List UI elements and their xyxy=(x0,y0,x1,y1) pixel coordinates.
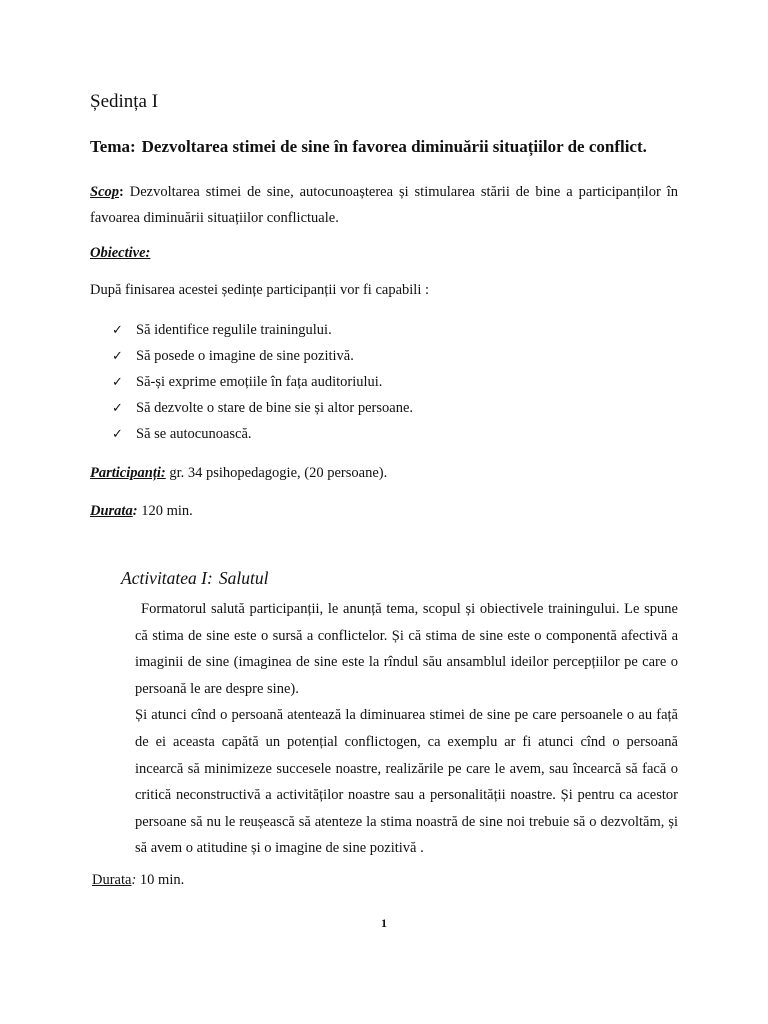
activity-duration-line xyxy=(92,872,184,889)
participants-text: gr. 34 psihopedagogie, (20 persoane). xyxy=(165,465,388,481)
activity-description xyxy=(135,596,678,862)
checkmark-icon: ✓ xyxy=(112,349,123,364)
activity-heading xyxy=(121,568,268,589)
objectives-intro: După finisarea acestei ședințe participanții vor fi capabili : xyxy=(90,282,430,298)
objectives-label: Obiective: xyxy=(90,245,151,261)
objective-item xyxy=(112,346,413,372)
duration-line xyxy=(90,503,193,520)
theme-heading xyxy=(90,137,647,157)
scope-paragraph xyxy=(90,179,678,231)
activity-paragraph: Formatorul salută participanții, le anunță tema, scopul și obiectivele trainingului. Le spune că stima de sine este o sursă a conflictelor. Și că stima de sine este o componentă afectivă a imaginii de sine (imaginea de sine este la rîndul său ansamblul ideilor percepțiilor pe care o persoană le are despre sine). xyxy=(135,601,678,697)
activity-title: Activitatea I: xyxy=(121,568,213,588)
objective-text: Să se autocunoască. xyxy=(136,426,252,442)
objective-text: Să posede o imagine de sine pozitivă. xyxy=(136,348,354,364)
activity-duration-colon: : xyxy=(131,872,137,888)
page-number: 1 xyxy=(381,916,387,930)
scope-colon: : xyxy=(119,184,124,200)
objective-item xyxy=(112,398,413,424)
checkmark-icon: ✓ xyxy=(112,323,123,338)
objective-text: Să dezvolte o stare de bine sie și altor persoane. xyxy=(136,400,414,416)
scope-text: Dezvoltarea stimei de sine, autocunoașterea și stimularea stării de bine a participanților în favoarea diminuării situațiilor conflictuale. xyxy=(90,184,678,226)
participants-line xyxy=(90,465,387,482)
objective-text: Să-și exprime emoțiile în fața auditoriului. xyxy=(136,374,383,390)
checkmark-icon: ✓ xyxy=(112,427,123,442)
duration-colon: : xyxy=(132,503,138,519)
objectives-list xyxy=(112,320,413,450)
checkmark-icon: ✓ xyxy=(112,401,123,416)
duration-text: 120 min. xyxy=(137,503,193,519)
objective-text: Să identifice regulile trainingului. xyxy=(136,322,332,338)
objective-item xyxy=(112,372,413,398)
duration-label: Durata xyxy=(90,503,133,519)
activity-duration-text: 10 min. xyxy=(136,872,185,888)
theme-label: Tema: xyxy=(90,137,136,156)
scope-label: Scop xyxy=(90,184,119,200)
activity-paragraph: Și atunci cînd o persoană atentează la diminuarea stimei de sine pe care persoanele o au față de ei aceasta capătă un potențial conflictogen, ca exemplu ar fi atunci cînd o persoană incearcă să minimizeze succesele noastre, realizările pe care le avem, sau încearcă să facă o critică neconstructivă a activităților noastre sau a personalității noastre. Și pentru ca acestor persoane să nu le reușească să atenteze la stima noastră de sine noi trebuie să o dezvoltăm, și să avem o atitudine și o imagine de sine pozitivă . xyxy=(135,707,678,857)
activity-name: Salutul xyxy=(218,568,269,588)
activity-duration-label: Durata xyxy=(92,872,132,888)
participants-label: Participanți: xyxy=(90,465,166,481)
session-title: Ședința I xyxy=(90,91,159,112)
objective-item xyxy=(112,424,413,450)
theme-text: Dezvoltarea stimei de sine în favorea diminuării situațiilor de conflict. xyxy=(141,137,647,156)
objective-item xyxy=(112,320,413,346)
checkmark-icon: ✓ xyxy=(112,375,123,390)
